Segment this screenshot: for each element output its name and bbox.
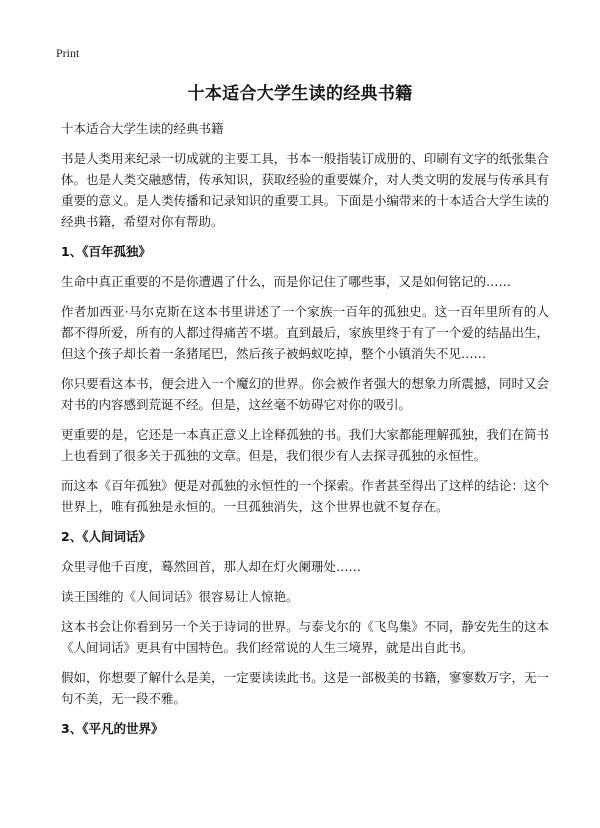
section-paragraph: 作者加西亚·马尔克斯在这本书里讲述了一个家族一百年的孤独史。这一百年里所有的人都不得所爱，所有的人都过得痛苦不堪。直到最后，家族里终于有了一个爱的结晶出生，但这个孩子却长着一条猪尾巴，然后孩子被蚂蚁吃掉，整个小镇消失不见……: [61, 304, 549, 361]
section-heading: 2、《人间词话》: [61, 529, 151, 544]
print-label: Print: [56, 46, 80, 60]
section-paragraph: 生命中真正重要的不是你遭遇了什么，而是你记住了哪些事，又是如何铭记的……: [61, 274, 512, 289]
section-heading: 3、《平凡的世界》: [61, 721, 164, 736]
article-body: [61, 118, 549, 748]
section-paragraph: 更重要的是，它还是一本真正意义上诠释孤独的书。我们大家都能理解孤独，我们在简书上也看到了很多关于孤独的文章。但是，我们很少有人去探寻孤独的永恒性。: [61, 427, 549, 463]
intro-paragraph: 书是人类用来纪录一切成就的主要工具，书本一般指装订成册的、印刷有文字的纸张集合体。也是人类交融感情，传承知识，获取经验的重要媒介，对人类文明的发展与传承具有重要的意义。是人类传播和记录知识的重要工具。下面是小编带来的十本适合大学生读的经典书籍，希望对你有帮助。: [61, 151, 549, 229]
section-paragraph: 这本书会让你看到另一个关于诗词的世界。与泰戈尔的《飞鸟集》不同，静安先生的这本《人间词话》更具有中国特色。我们经常说的人生三境界，就是出自此书。: [61, 619, 549, 655]
document-subtitle: 十本适合大学生读的经典书籍: [61, 121, 224, 136]
section-heading: 1、《百年孤独》: [61, 244, 151, 259]
section-paragraph: 而这本《百年孤独》便是对孤独的永恒性的一个探索。作者甚至得出了这样的结论：这个世界上，唯有孤独是永恒的。一旦孤独消失，这个世界也就不复存在。: [61, 478, 549, 514]
document-title: 十本适合大学生读的经典书籍: [187, 84, 413, 104]
section-paragraph: 假如，你想要了解什么是美，一定要读读此书。这是一部极美的书籍，寥寥数万字，无一句不美，无一段不雅。: [61, 670, 549, 706]
section-paragraph: 读王国维的《人间词话》很容易让人惊艳。: [61, 589, 299, 604]
section-paragraph: 众里寻他千百度，蓦然回首，那人却在灯火阑珊处……: [61, 559, 362, 574]
section-paragraph: 你只要看这本书，便会进入一个魔幻的世界。你会被作者强大的想象力所震撼，同时又会对书的内容感到荒诞不经。但是，这丝毫不妨碍它对你的吸引。: [61, 376, 549, 412]
